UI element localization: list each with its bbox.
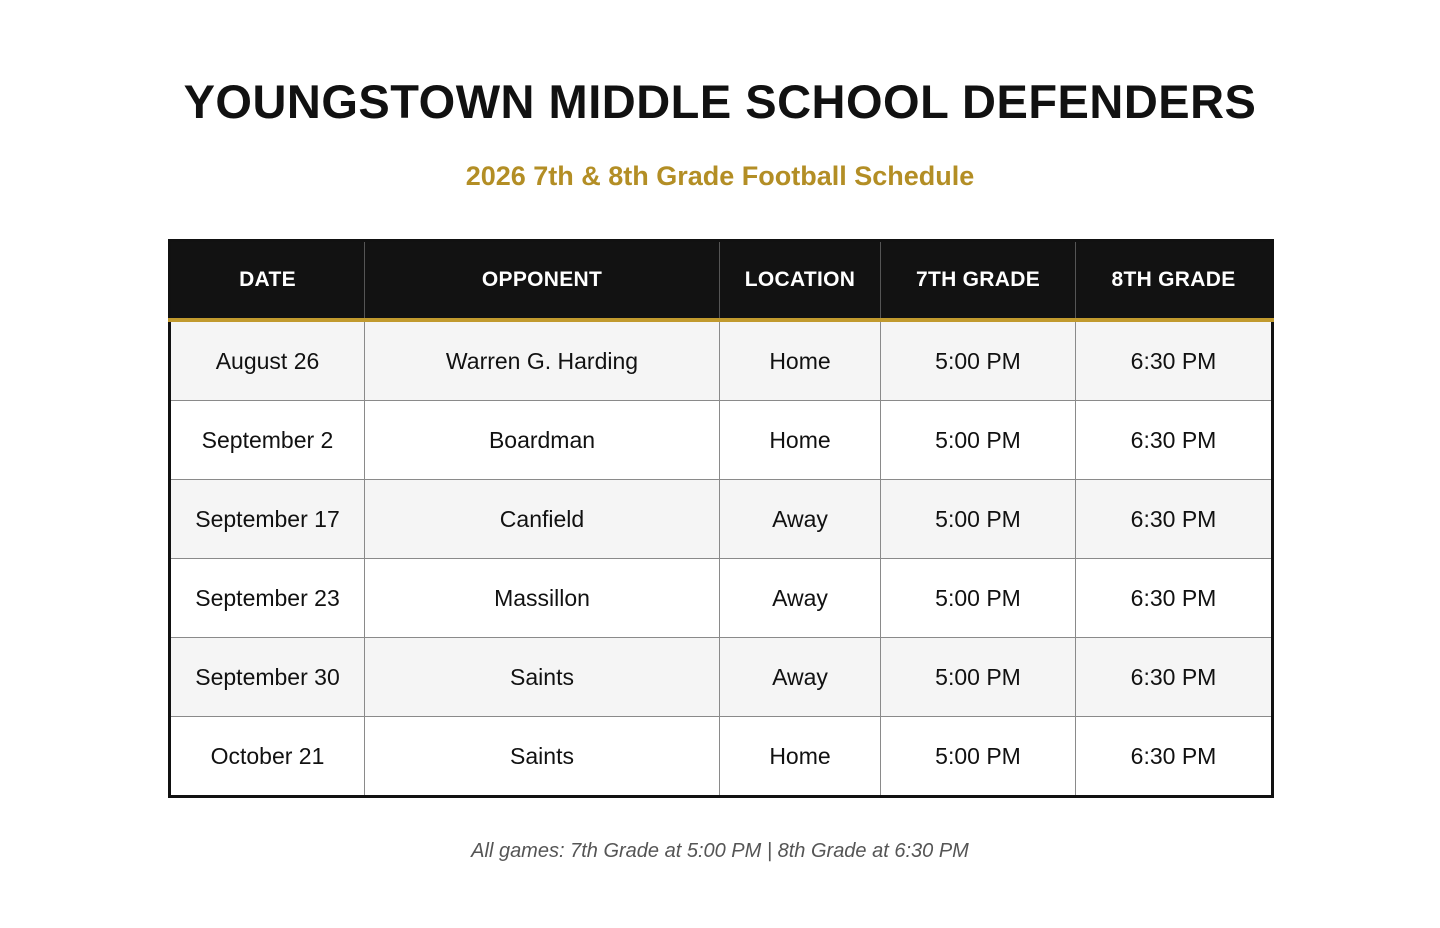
schedule-table-header	[170, 241, 1273, 321]
column-header-8th-grade: 8TH GRADE	[1076, 241, 1273, 321]
cell-opponent: Saints	[365, 638, 720, 717]
cell-7th-grade-time: 5:00 PM	[881, 480, 1076, 559]
header-row	[170, 241, 1273, 321]
column-header-location: LOCATION	[720, 241, 881, 321]
cell-7th-grade-time: 5:00 PM	[881, 559, 1076, 638]
cell-date: September 2	[170, 401, 365, 480]
cell-location: Away	[720, 480, 881, 559]
cell-location: Home	[720, 320, 881, 401]
cell-8th-grade-time: 6:30 PM	[1076, 401, 1273, 480]
column-header-opponent: OPPONENT	[365, 241, 720, 321]
cell-7th-grade-time: 5:00 PM	[881, 320, 1076, 401]
table-row	[170, 320, 1273, 401]
cell-date: October 21	[170, 717, 365, 797]
cell-7th-grade-time: 5:00 PM	[881, 717, 1076, 797]
cell-location: Away	[720, 559, 881, 638]
cell-opponent: Canfield	[365, 480, 720, 559]
cell-8th-grade-time: 6:30 PM	[1076, 638, 1273, 717]
table-row	[170, 638, 1273, 717]
cell-opponent: Warren G. Harding	[365, 320, 720, 401]
schedule-footnote: All games: 7th Grade at 5:00 PM | 8th Grade at 6:30 PM	[471, 840, 969, 862]
cell-date: September 30	[170, 638, 365, 717]
cell-opponent: Saints	[365, 717, 720, 797]
page-title: YOUNGSTOWN MIDDLE SCHOOL DEFENDERS	[183, 75, 1257, 128]
cell-8th-grade-time: 6:30 PM	[1076, 320, 1273, 401]
cell-location: Away	[720, 638, 881, 717]
cell-location: Home	[720, 717, 881, 797]
cell-8th-grade-time: 6:30 PM	[1076, 480, 1273, 559]
cell-7th-grade-time: 5:00 PM	[881, 638, 1076, 717]
cell-opponent: Boardman	[365, 401, 720, 480]
page-subtitle: 2026 7th & 8th Grade Football Schedule	[465, 161, 975, 191]
cell-8th-grade-time: 6:30 PM	[1076, 559, 1273, 638]
cell-location: Home	[720, 401, 881, 480]
cell-date: August 26	[170, 320, 365, 401]
table-row	[170, 717, 1273, 797]
column-header-7th-grade: 7TH GRADE	[881, 241, 1076, 321]
table-row	[170, 401, 1273, 480]
cell-opponent: Massillon	[365, 559, 720, 638]
schedule-table	[168, 239, 1274, 798]
cell-7th-grade-time: 5:00 PM	[881, 401, 1076, 480]
column-header-date: DATE	[170, 241, 365, 321]
cell-date: September 23	[170, 559, 365, 638]
cell-date: September 17	[170, 480, 365, 559]
cell-8th-grade-time: 6:30 PM	[1076, 717, 1273, 797]
table-row	[170, 559, 1273, 638]
schedule-table-body	[170, 320, 1273, 797]
table-row	[170, 480, 1273, 559]
